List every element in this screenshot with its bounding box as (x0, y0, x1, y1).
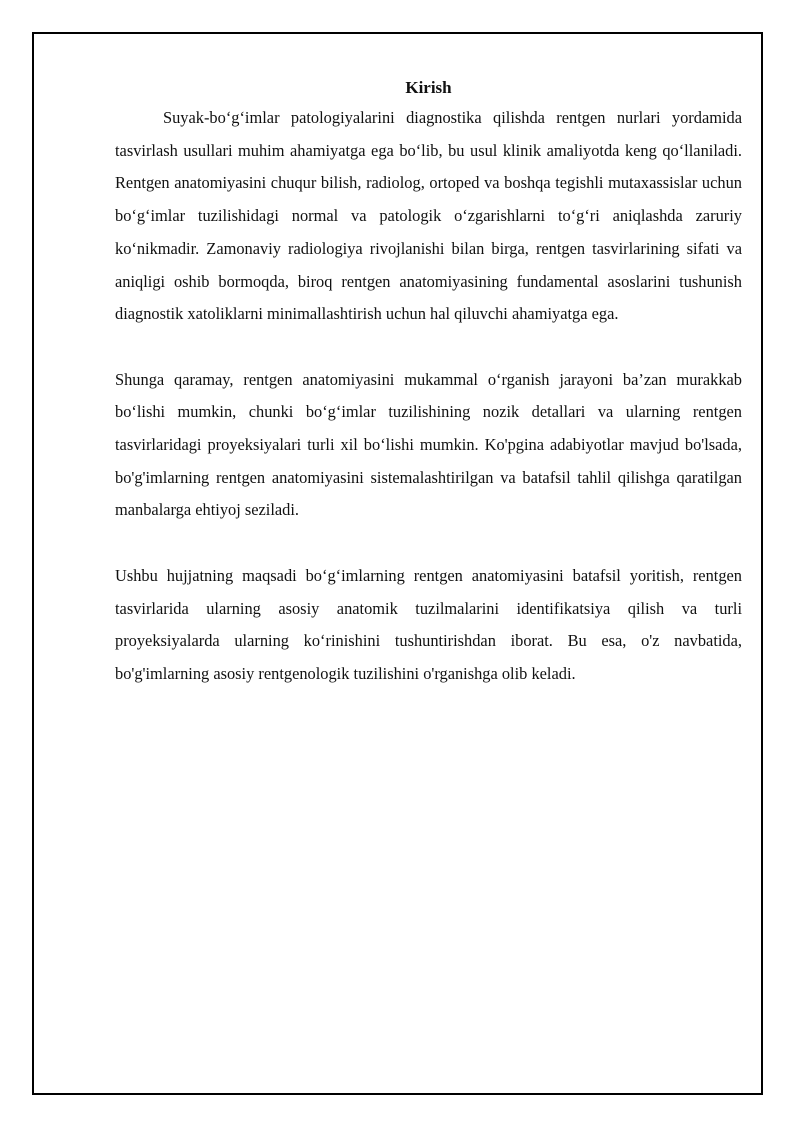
paragraph-spacer (115, 527, 742, 560)
paragraph-purpose: Ushbu hujjatning maqsadi bo‘g‘imlarning rentgen anatomiyasini batafsil yoritish, rentgen tasvirlarida ularning asosiy anatomik tuzilmalarini identifikatsiya qilish va turli proyeksiyalarda ularning ko‘rinishini tushuntirishdan iborat. Bu esa, o'z navbatida, bo'g'imlarning asosiy rentgenologik tuzilishini o'rganishga olib keladi. (115, 565, 742, 683)
document-title: Kirish (405, 78, 452, 97)
paragraph-intro: Suyak-bo‘g‘imlar patologiyalarini diagnostika qilishda rentgen nurlari yordamida tasvirlash usullari muhim ahamiyatga ega bo‘lib, bu usul klinik amaliyotda keng qo‘llaniladi. Rentgen anatomiyasini chuqur bilish, radiolog, ortoped va boshqa tegishli mutaxassislar uchun bo‘g‘imlar tuzilishidagi normal va patologik o‘zgarishlarni to‘g‘ri aniqlashda zaruriy ko‘nikmadir. Zamonaviy radiologiya rivojlanishi bilan birga, rentgen tasvirlarining sifati va aniqligi oshib bormoqda, biroq rentgen anatomiyasining fundamental asoslarini tushunish diagnostik xatoliklarni minimallashtirish uchun hal qiluvchi ahamiyatga ega. (115, 108, 742, 324)
paragraph-spacer (115, 331, 742, 364)
paragraph-context: Shunga qaramay, rentgen anatomiyasini mukammal o‘rganish jarayoni ba’zan murakkab bo‘lishi mumkin, chunki bo‘g‘imlar tuzilishining nozik detallari va ularning rentgen tasvirlaridagi proyeksiyalari turli xil bo‘lishi mumkin. Ko'pgina adabiyotlar mavjud bo'lsada, bo'g'imlarning rentgen anatomiyasini sistemalashtirilgan va batafsil tahlil qilishga qaratilgan manbalarga ehtiyoj seziladi. (115, 369, 742, 520)
document-body (115, 74, 742, 691)
